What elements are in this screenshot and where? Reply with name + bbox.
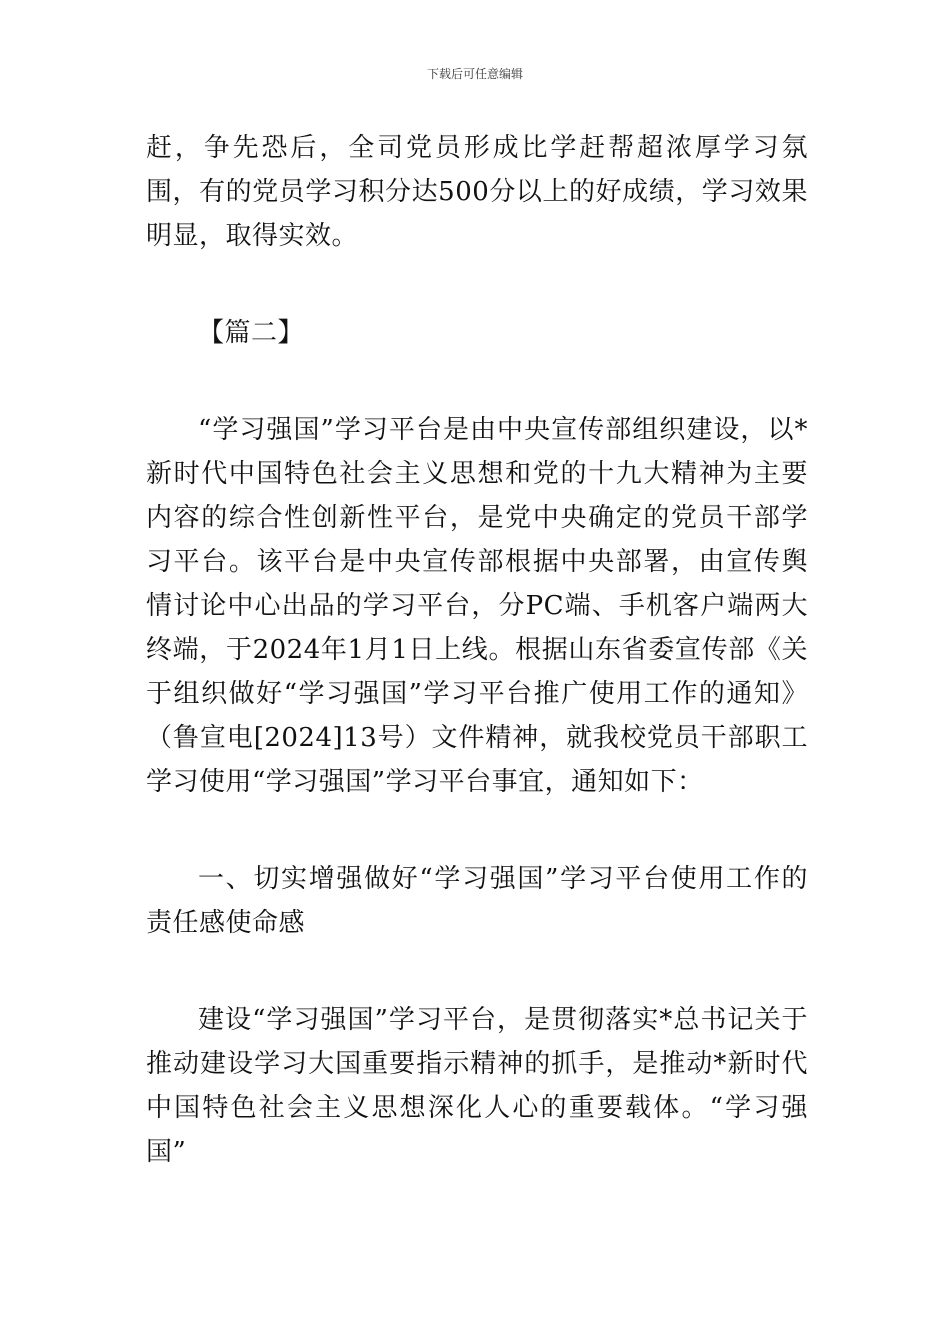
section-heading-part-two: 【篇二】 [198,318,305,348]
page-header-note: 下载后可任意编辑 [426,67,523,81]
paragraph-platform-significance: 建设“学习强国”学习平台，是贯彻落实*总书记关于推动建设学习大国重要指示精神的抓手，是推动*新时代中国特色社会主义思想深化人心的重要载体。“学习强国” [146,1005,808,1167]
paragraph-platform-intro: “学习强国”学习平台是由中央宣传部组织建设，以*新时代中国特色社会主义思想和党的十九大精神为主要内容的综合性创新性平台，是党中央确定的党员干部学习平台。该平台是中央宣传部根据中央部署，由宣传舆情讨论中心出品的学习平台，分PC端、手机客户端两大终端，于2024年1月1日上线。根据山东省委宣传部《关于组织做好“学习强国”学习平台推广使用工作的通知》（鲁宣电[2024]13号）文件精神，就我校党员干部职工学习使用“学习强国”学习平台事宜，通知如下： [146,415,808,797]
paragraph-continuation: 赶，争先恐后，全司党员形成比学赶帮超浓厚学习氛围，有的党员学习积分达500分以上的好成绩，学习效果明显，取得实效。 [146,133,808,251]
section-heading-one: 一、切实增强做好“学习强国”学习平台使用工作的责任感使命感 [146,864,808,938]
document-body [146,126,808,1174]
